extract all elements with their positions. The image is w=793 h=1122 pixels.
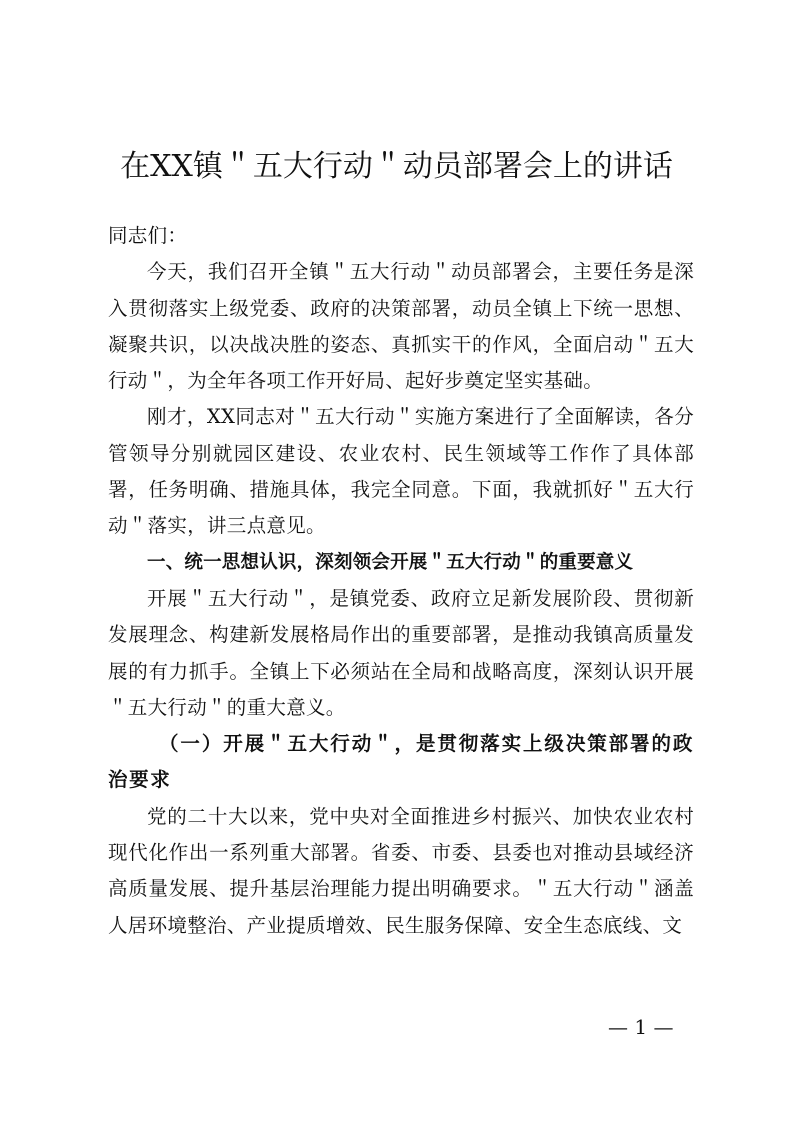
section-heading-1: 一、统一思想认识，深刻领会开展＂五大行动＂的重要意义	[147, 551, 634, 573]
salutation: 同志们：	[108, 224, 188, 247]
subsection-heading-1: （一）开展＂五大行动＂，是贯彻落实上级决策部署的政治要求	[108, 732, 694, 792]
document-title: 在XX镇＂五大行动＂动员部署会上的讲话	[120, 149, 673, 184]
page-number: — 1 —	[608, 1015, 674, 1039]
document-body	[108, 218, 694, 944]
paragraph-context: 刚才，XX同志对＂五大行动＂实施方案进行了全面解读，各分管领导分别就园区建设、农业农村、民生领域等工作作了具体部署，任务明确、措施具体，我完全同意。下面，我就抓好＂五大行动＂落实，讲三点意见。	[108, 405, 694, 538]
paragraph-opening: 今天，我们召开全镇＂五大行动＂动员部署会，主要任务是深入贯彻落实上级党委、政府的决策部署，动员全镇上下统一思想、凝聚共识，以决战决胜的姿态、真抓实干的作风，全面启动＂五大行动＂，为全年各项工作开好局、起好步奠定坚实基础。	[108, 260, 694, 393]
section-1-paragraph: 开展＂五大行动＂，是镇党委、政府立足新发展阶段、贯彻新发展理念、构建新发展格局作出的重要部署，是推动我镇高质量发展的有力抓手。全镇上下必须站在全局和战略高度，深刻认识开展＂五大行动＂的重大意义。	[108, 586, 694, 719]
subsection-1-paragraph: 党的二十大以来，党中央对全面推进乡村振兴、加快农业农村现代化作出一系列重大部署。省委、市委、县委也对推动县域经济高质量发展、提升基层治理能力提出明确要求。＂五大行动＂涵盖人居环境整治、产业提质增效、民生服务保障、安全生态底线、文	[108, 804, 694, 937]
